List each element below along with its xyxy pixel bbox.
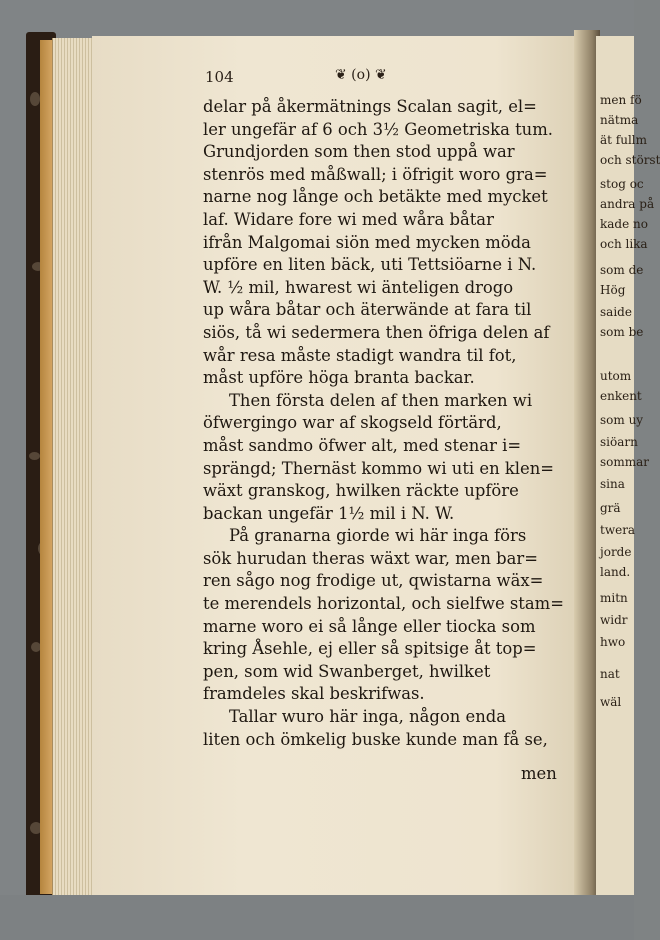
- header-ornament: ❦ (o) ❦: [335, 67, 387, 83]
- text-line: På granarna giorde wi här inga förs: [229, 526, 527, 546]
- facing-page-fragment: men fö: [600, 93, 642, 107]
- text-line: sök hurudan theras wäxt war, men bar=: [203, 548, 538, 568]
- body-text: [203, 96, 573, 751]
- facing-page-fragment: och störst: [600, 153, 660, 167]
- text-line: liten och ömkelig buske kunde man få se,: [203, 729, 548, 749]
- facing-page-fragment: nätma: [600, 113, 639, 127]
- facing-page-fragment: som uy: [600, 413, 644, 427]
- facing-page-fragment: enkent: [600, 389, 642, 403]
- text-line: pen, som wid Swanberget, hwilket: [203, 661, 491, 681]
- text-line: måst sandmo öfwer alt, med stenar i=: [203, 435, 522, 455]
- text-line: Grundjorden som then stod uppå war: [203, 142, 515, 162]
- facing-page-fragment: land.: [600, 565, 631, 579]
- facing-page-fragment: stog oc: [600, 177, 644, 191]
- text-line: Tallar wuro här inga, någon enda: [229, 707, 507, 727]
- page-header: [205, 66, 571, 92]
- facing-page-fragment: nat: [600, 667, 620, 681]
- facing-page-fragment: och lika: [600, 237, 648, 251]
- facing-page-fragment: saide: [600, 305, 632, 319]
- text-line: narne nog långe och betäkte med mycket: [203, 187, 548, 207]
- catchword: men: [521, 764, 557, 783]
- text-line: delar på åkermätnings Scalan sagit, el=: [203, 97, 537, 116]
- text-line: upföre en liten bäck, uti Tettsiöarne i N.: [203, 255, 537, 275]
- facing-page-fragment: sina: [600, 477, 625, 491]
- facing-page-fragment: twera: [600, 523, 636, 537]
- text-line: kring Åsehle, ej eller så spitsige åt top=: [203, 639, 537, 659]
- text-line: stenrös med måßwall; i öfrigit woro gra=: [203, 164, 548, 184]
- text-line: wår resa måste stadigt wandra til fot,: [203, 345, 517, 365]
- facing-page-fragment: mitn: [600, 591, 628, 605]
- facing-page-fragment: wäl: [600, 695, 622, 709]
- text-line: sprängd; Thernäst kommo wi uti en klen=: [203, 458, 555, 478]
- text-line: marne woro ei så långe eller tiocka som: [203, 616, 536, 636]
- text-line: öfwergingo war af skogseld förtärd,: [203, 413, 502, 433]
- facing-page-fragment: som be: [600, 325, 644, 339]
- text-line: backan ungefär 1½ mil i N. W.: [203, 503, 455, 523]
- facing-page-fragment: kade no: [600, 217, 648, 231]
- text-line: siös, tå wi sedermera then öfriga delen af: [203, 322, 550, 342]
- text-line: wäxt granskog, hwilken räckte upföre: [203, 481, 519, 501]
- facing-page-fragment: jorde: [600, 545, 632, 559]
- facing-page-fragment: utom: [600, 369, 632, 383]
- text-line: laf. Widare fore wi med wåra båtar: [203, 209, 494, 229]
- text-line: måst upföre höga branta backar.: [203, 368, 475, 388]
- text-line: ler ungefär af 6 och 3½ Geometriska tum.: [203, 119, 553, 139]
- facing-page-fragment: som de: [600, 263, 644, 277]
- text-line: Then första delen af then marken wi: [229, 390, 533, 410]
- page-stack: [52, 38, 95, 896]
- facing-page: [596, 36, 660, 898]
- facing-page-fragment: ät fullm: [600, 133, 648, 147]
- scan-bottom-strip: [0, 895, 634, 940]
- facing-page-fragment: andra på: [600, 197, 655, 211]
- text-line: te merendels horizontal, och sielfwe stam=: [203, 594, 564, 614]
- facing-page-fragment: widr: [600, 613, 628, 627]
- page-number: 104: [205, 68, 234, 86]
- facing-page-fragment: hwo: [600, 635, 626, 649]
- text-line: ifrån Malgomai siön med mycken möda: [203, 232, 531, 252]
- facing-page-fragment: Hög: [600, 283, 626, 297]
- facing-page-fragment: siöarn: [600, 435, 638, 449]
- text-line: W. ½ mil, hwarest wi änteligen drogo: [203, 277, 514, 297]
- text-line: framdeles skal beskrifwas.: [203, 684, 425, 704]
- facing-page-fragment: sommar: [600, 455, 650, 469]
- facing-page-fragment: grä: [600, 501, 621, 515]
- text-line: up wåra båtar och äterwände at fara til: [203, 300, 532, 320]
- text-line: ren sågo nog frodige ut, qwistarna wäx=: [203, 571, 544, 591]
